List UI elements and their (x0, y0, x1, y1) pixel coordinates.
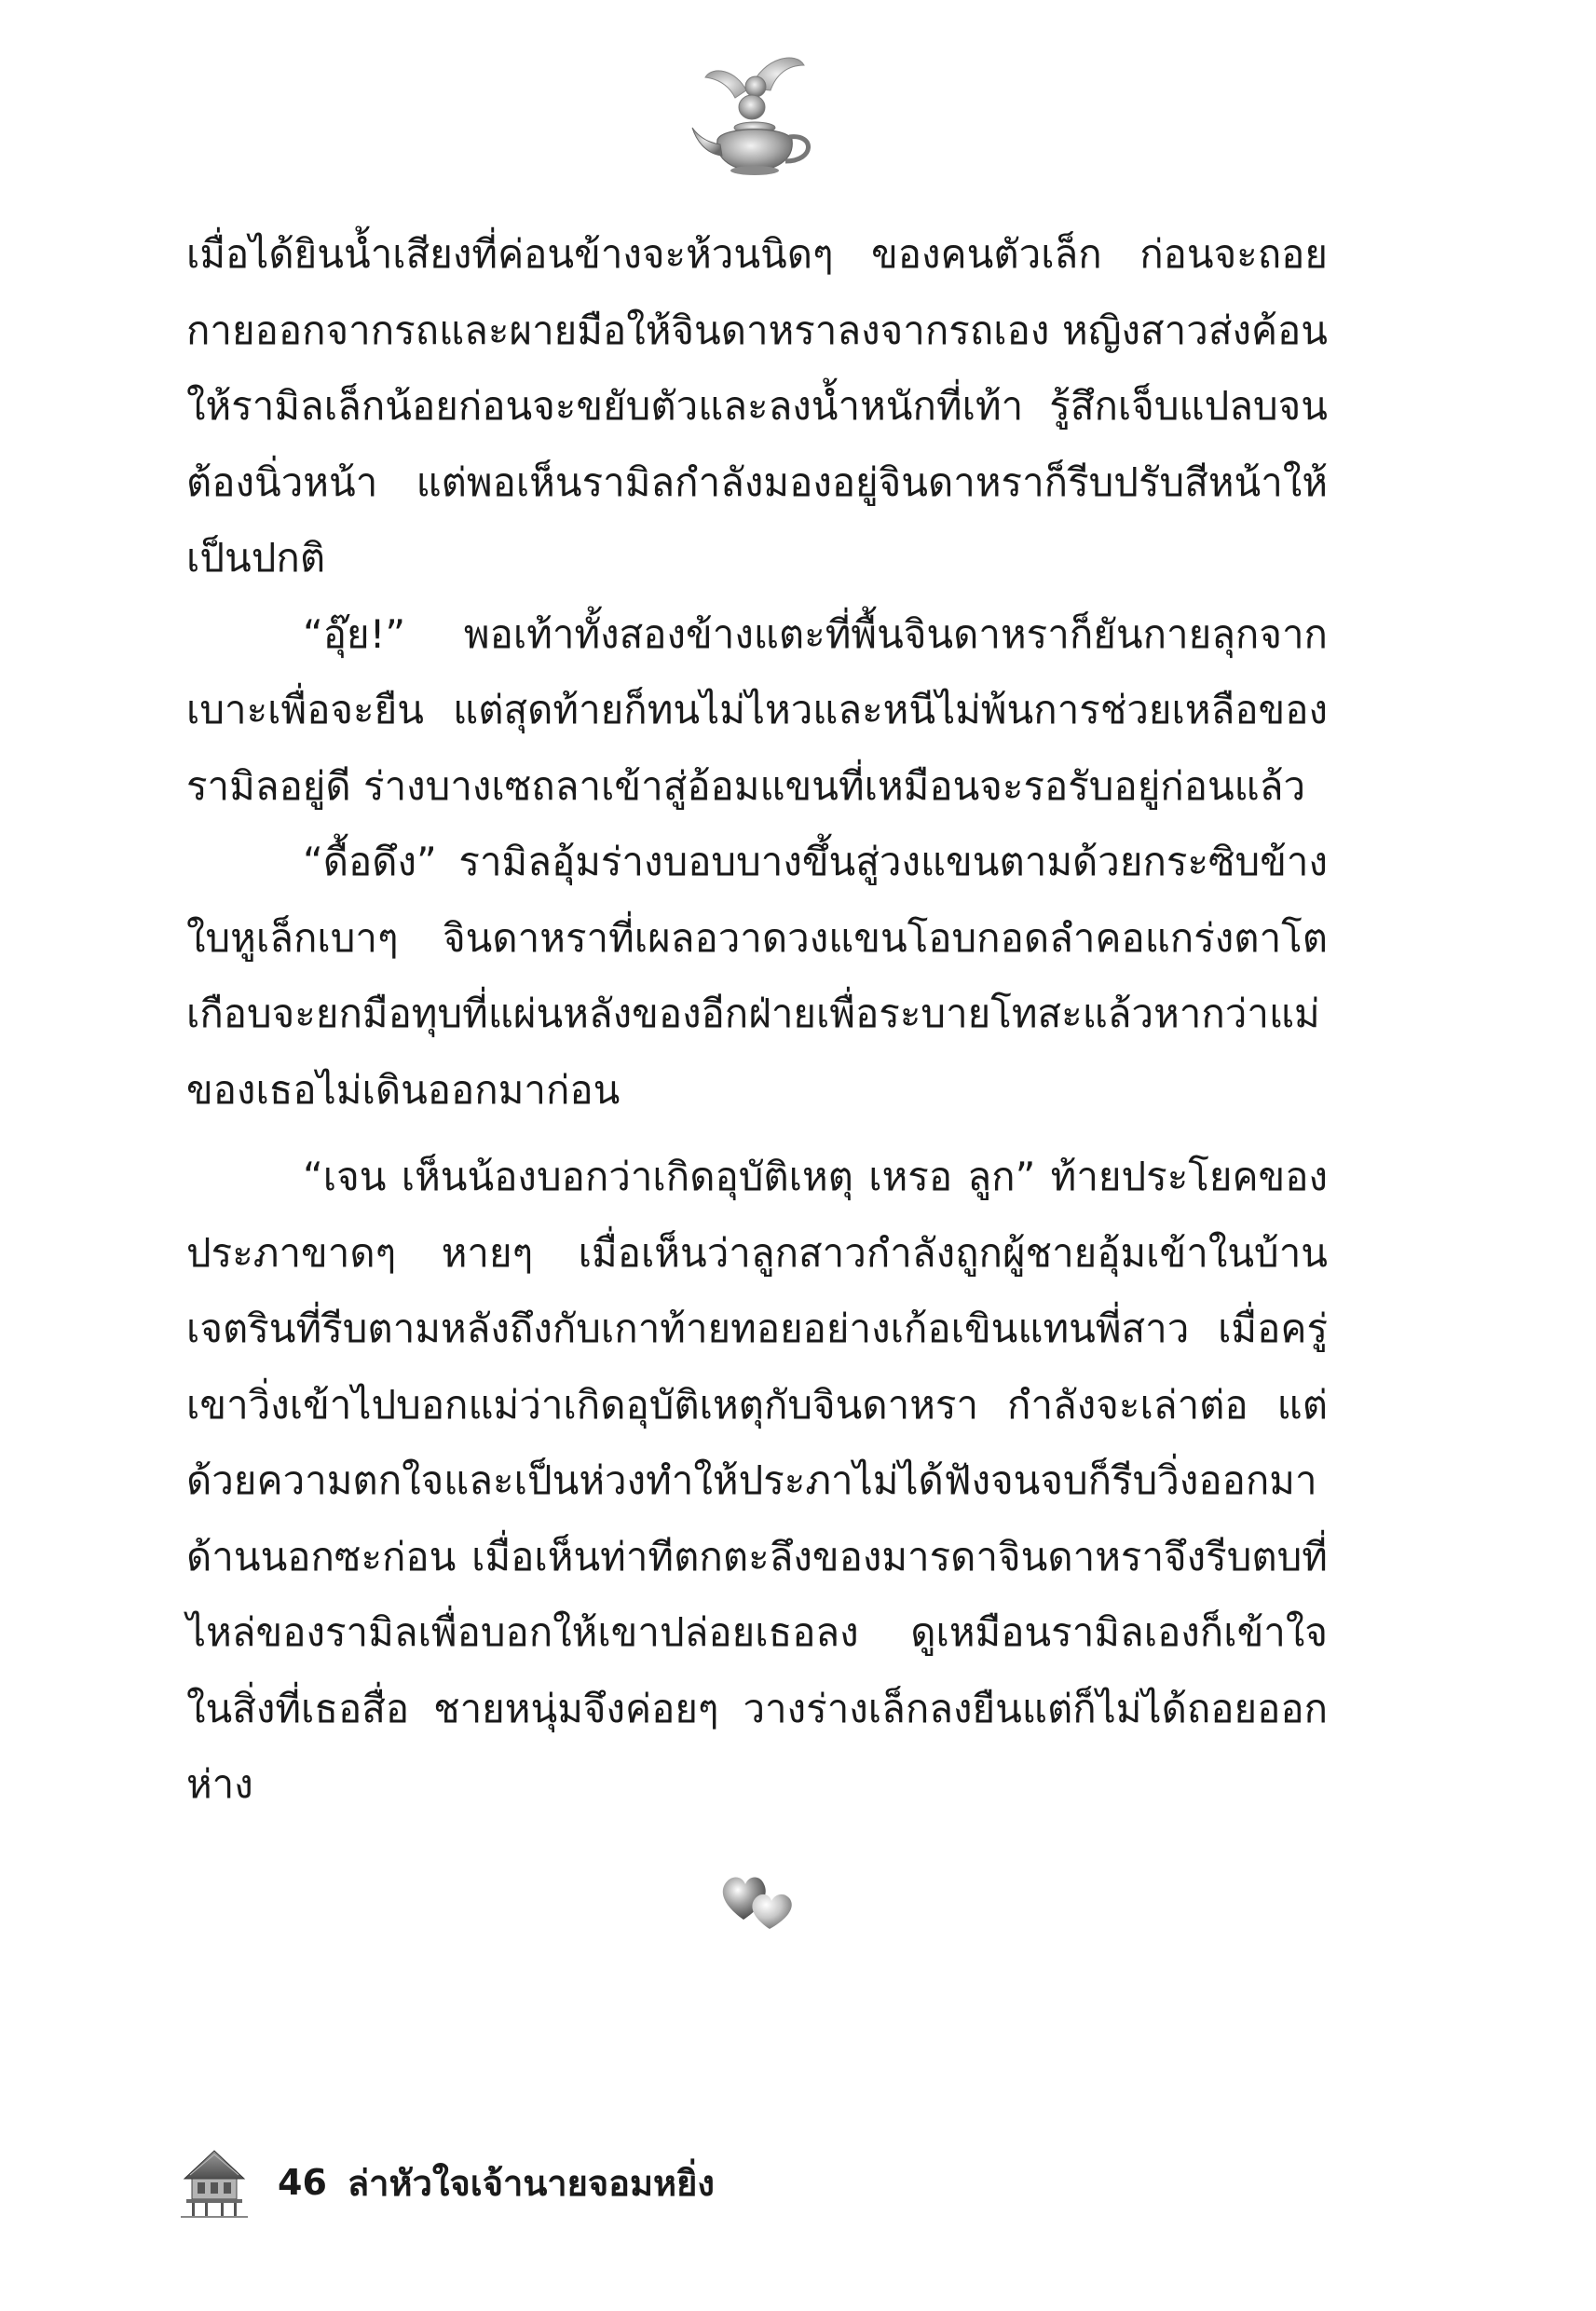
paragraph: “อุ๊ย!” พอเท้าทั้งสองข้างแตะที่พื้นจินดาหราก็ยันกายลุกจากเบาะเพื่อจะยืน แต่สุดท้ายก็ทนไม่ไหวและหนีไม่พ้นการช่วยเหลือของรามิลอยู่ดี ร่างบางเซถลาเข้าสู่อ้อมแขนที่เหมือนจะรอรับอยู่ก่อนแล้ว (186, 610, 1328, 809)
twin-hearts-icon (716, 1862, 809, 1936)
paragraph: “เจน เห็นน้องบอกว่าเกิดอุบัติเหตุ เหรอ ลูก” ท้ายประโยคของประภาขาดๆ หายๆ เมื่อเห็นว่าลูกสาวกำลังถูกผู้ชายอุ้มเข้าในบ้าน เจตรินที่รีบตามหลังถึงกับเกาท้ายทอยอย่างเก้อเขินแทนพี่สาว เมื่อครู่เขาวิ่งเข้าไปบอกแม่ว่าเกิดอุบัติเหตุกับจินดาหรา กำลังจะเล่าต่อ แต่ด้วยความตกใจและเป็นห่วงทำให้ประภาไม่ได้ฟังจนจบก็รีบวิ่งออกมาด้านนอกซะก่อน เมื่อเห็นท่าทีตกตะลึงของมารดาจินดาหราจึงรีบตบที่ไหล่ของรามิลเพื่อบอกให้เขาปล่อยเธอลง ดูเหมือนรามิลเองก็เข้าใจในสิ่งที่เธอสื่อ ชายหนุ่มจึงค่อยๆ วางร่างเล็กลงยืนแต่ก็ไม่ได้ถอยออกห่าง (186, 1154, 1328, 1807)
body-text (186, 216, 1328, 1823)
book-title: ล่าหัวใจเจ้านายจอมหยิ่ง (347, 2162, 715, 2204)
cherub-teapot-icon (685, 51, 825, 182)
paragraph: “ดื้อดึง” รามิลอุ้มร่างบอบบางขึ้นสู่วงแขนตามด้วยกระซิบข้างใบหูเล็กเบาๆ จินดาหราที่เผลอวาดวงแขนโอบกอดลำคอแกร่งตาโตเกือบจะยกมือทุบที่แผ่นหลังของอีกฝ่ายเพื่อระบายโทสะแล้วหากว่าแม่ของเธอไม่เดินออกมาก่อน (186, 839, 1328, 1113)
page-footer (177, 2145, 715, 2220)
thai-house-icon (177, 2145, 252, 2220)
page-number: 46 (278, 2162, 327, 2203)
paragraph: เมื่อได้ยินน้ำเสียงที่ค่อนข้างจะห้วนนิดๆ ของคนตัวเล็ก ก่อนจะถอยกายออกจากรถและผายมือให้จินดาหราลงจากรถเอง หญิงสาวส่งค้อนให้รามิลเล็กน้อยก่อนจะขยับตัวและลงน้ำหนักที่เท้า รู้สึกเจ็บแปลบจนต้องนิ่วหน้า แต่พอเห็นรามิลกำลังมองอยู่จินดาหราก็รีบปรับสีหน้าให้เป็นปกติ (186, 231, 1328, 581)
